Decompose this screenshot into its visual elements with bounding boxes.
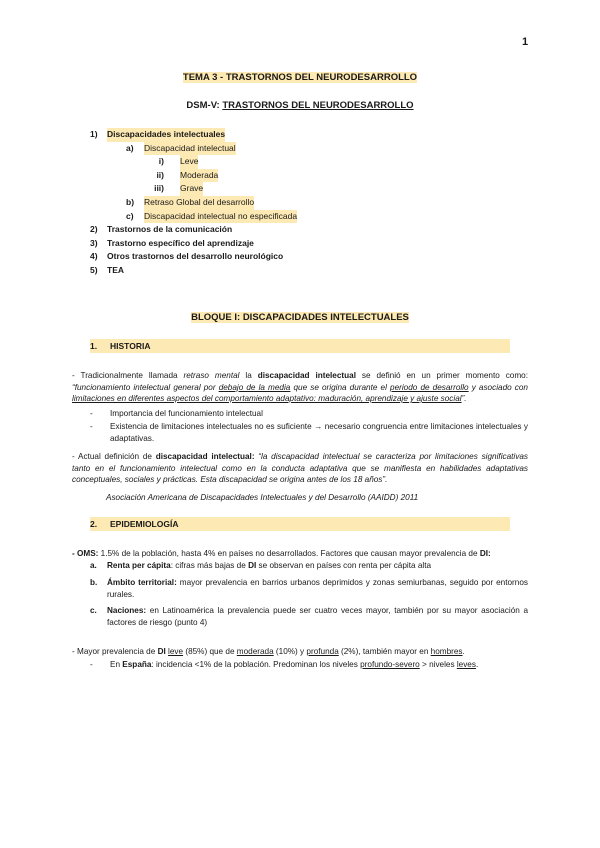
oms-paragraph: - OMS: 1.5% de la población, hasta 4% en países no desarrollados. Factores que causan mayor prevalencia de DI:	[72, 549, 491, 558]
prevalence-paragraph: - Mayor prevalencia de DI leve (85%) que de moderada (10%) y profunda (2%), también mayor en hombres.	[72, 647, 465, 656]
list-item: b) Retraso Global del desarrollo	[90, 196, 530, 210]
list-item: 4) Otros trastornos del desarrollo neurológico	[90, 251, 284, 262]
outline-list	[90, 128, 530, 278]
list-item: c. Naciones: en Latinoamérica la prevalencia puede ser cuatro veces mayor, también por su mayor asociación a factores de riesgo (punto 4)	[90, 606, 528, 627]
list-item: 3) Trastorno específico del aprendizaje	[90, 237, 254, 248]
list-item: - Existencia de limitaciones intelectuales no es suficiente → necesario congruencia entre limitaciones intelectuales y adaptativas.	[90, 422, 528, 443]
list-item: a) Discapacidad intelectual	[90, 142, 530, 156]
list-item: 5) TEA	[90, 264, 124, 275]
list-item: b. Ámbito territorial: mayor prevalencia en barrios urbanos deprimidos y zonas semiurbanas, seguido por entornos rurales.	[90, 578, 528, 599]
list-item: - Importancia del funcionamiento intelectual	[90, 409, 263, 418]
historia-paragraph-2: - Actual definición de discapacidad intelectual: “la discapacidad intelectual se caracteriza por limitaciones significativas tanto en el funcionamiento intelectual como en la conducta adaptativa que se manifiesta en habilidades adaptativas conceptuales, sociales y prácticas. Esta discapacidad se origina antes de los 18 años”.	[72, 452, 528, 485]
section-heading-historia: 1. HISTORIA	[90, 339, 510, 353]
list-item: ii) Moderada	[90, 169, 530, 183]
page-number: 1	[522, 36, 529, 48]
block-title: BLOQUE I: DISCAPACIDADES INTELECTUALES	[191, 312, 409, 323]
list-item: a. Renta per cápita: cifras más bajas de DI se observan en países con renta per cápita alta	[90, 561, 432, 570]
citation: Asociación Americana de Discapacidades Intelectuales y del Desarrollo (AAIDD) 2011	[106, 493, 419, 502]
section-heading-epidemiologia: 2. EPIDEMIOLOGÍA	[90, 517, 510, 531]
list-item: - En España: incidencia <1% de la población. Predominan los niveles profundo-severo > niveles leves.	[90, 660, 479, 669]
document-subtitle: DSM-V: TRASTORNOS DEL NEURODESARROLLO	[186, 100, 414, 111]
historia-paragraph-1: - Tradicionalmente llamada retraso mental la discapacidad intelectual se definió en un primer momento como: “funcionamiento intelectual general por debajo de la media que se origina durante el periodo de desarrollo y asociado con limitaciones en diferentes aspectos del comportamiento adaptativo: maduración, aprendizaje y ajuste social”.	[72, 371, 528, 404]
list-item: i) Leve	[90, 155, 530, 169]
list-item: c) Discapacidad intelectual no especificada	[90, 210, 530, 224]
list-item: 1) Discapacidades intelectuales	[90, 128, 530, 142]
list-item: 2) Trastornos de la comunicación	[90, 224, 233, 235]
list-item: iii) Grave	[90, 182, 530, 196]
document-title: TEMA 3 - TRASTORNOS DEL NEURODESARROLLO	[182, 72, 418, 83]
